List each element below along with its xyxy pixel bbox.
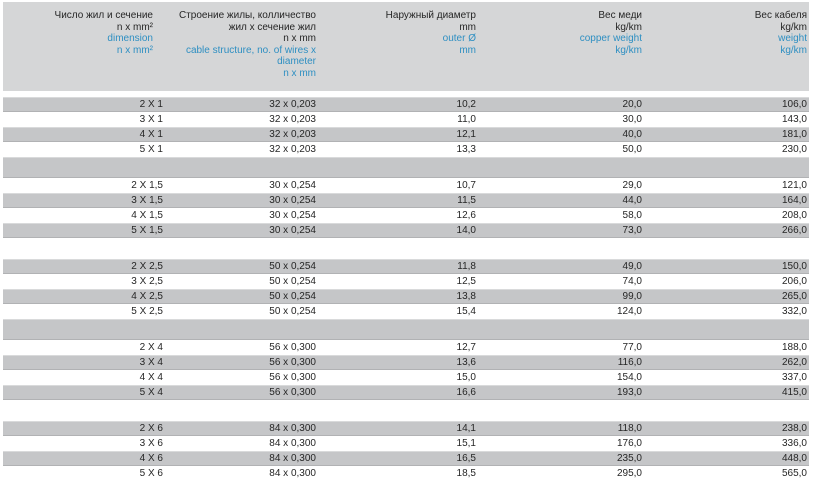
table-cell: 56 x 0,300 — [269, 357, 316, 368]
table-cell: 32 x 0,203 — [269, 99, 316, 110]
table-row — [3, 223, 809, 238]
table-header — [3, 2, 809, 91]
table-cell: 4 X 2,5 — [131, 291, 163, 302]
table-cell: 3 X 6 — [139, 438, 163, 449]
table-row — [3, 451, 809, 466]
table-cell: 32 x 0,203 — [269, 144, 316, 155]
group-separator — [3, 400, 809, 421]
table-cell: 50 x 0,254 — [269, 276, 316, 287]
table-cell: 565,0 — [781, 468, 807, 479]
table-cell: 56 x 0,300 — [269, 342, 316, 353]
table-cell: 84 x 0,300 — [269, 423, 316, 434]
table-cell: 30,0 — [622, 114, 642, 125]
table-cell: 32 x 0,203 — [269, 129, 316, 140]
table-cell: 77,0 — [622, 342, 642, 353]
header-line-ru: kg/km — [780, 21, 807, 33]
table-cell: 56 x 0,300 — [269, 372, 316, 383]
table-cell: 16,5 — [456, 453, 476, 464]
table-cell: 10,7 — [456, 180, 476, 191]
header-line-en: mm — [459, 44, 476, 56]
table-cell: 15,1 — [456, 438, 476, 449]
table-cell: 11,5 — [457, 195, 476, 206]
table-cell: 13,6 — [456, 357, 476, 368]
table-cell: 58,0 — [622, 210, 642, 221]
table-cell: 2 X 2,5 — [131, 261, 163, 272]
table-cell: 18,5 — [456, 468, 476, 479]
table-cell: 56 x 0,300 — [269, 387, 316, 398]
table-cell: 2 X 6 — [139, 423, 163, 434]
table-cell: 2 X 1 — [139, 99, 163, 110]
table-cell: 332,0 — [781, 306, 807, 317]
table-cell: 266,0 — [781, 225, 807, 236]
table-cell: 188,0 — [781, 342, 807, 353]
table-cell: 106,0 — [781, 99, 807, 110]
table-cell: 118,0 — [617, 423, 642, 434]
header-line-en: cable structure, no. of wires x — [185, 44, 316, 56]
table-cell: 16,6 — [456, 387, 476, 398]
header-cell — [644, 10, 809, 91]
table-row — [3, 466, 809, 481]
table-body — [3, 97, 809, 481]
group-separator — [3, 319, 809, 340]
table-cell: 208,0 — [781, 210, 807, 221]
table-cell: 74,0 — [622, 276, 642, 287]
table-cell: 73,0 — [622, 225, 642, 236]
table-cell: 206,0 — [781, 276, 807, 287]
table-row — [3, 127, 809, 142]
table-cell: 337,0 — [781, 372, 807, 383]
table-cell: 3 X 2,5 — [131, 276, 163, 287]
table-cell: 84 x 0,300 — [269, 453, 316, 464]
header-line-ru: жил x сечение жил — [228, 21, 316, 33]
header-line-en: copper weight — [579, 33, 642, 44]
table-row — [3, 259, 809, 274]
table-cell: 50 x 0,254 — [269, 261, 316, 272]
spec-table — [3, 2, 809, 481]
table-cell: 295,0 — [616, 468, 642, 479]
header-line-ru: n x mm — [283, 33, 316, 44]
table-cell: 11,8 — [457, 261, 476, 272]
header-line-ru: Число жил и сечение — [54, 10, 153, 21]
table-row — [3, 289, 809, 304]
table-cell: 143,0 — [781, 114, 807, 125]
table-cell: 30 x 0,254 — [269, 180, 316, 191]
table-cell: 4 X 1 — [139, 129, 163, 140]
table-cell: 30 x 0,254 — [269, 225, 316, 236]
table-row — [3, 340, 809, 355]
header-line-ru: n x mm² — [116, 21, 153, 33]
header-line-ru: mm — [459, 21, 476, 33]
table-cell: 116,0 — [617, 357, 642, 368]
table-cell: 235,0 — [616, 453, 642, 464]
header-line-ru: Вес кабеля — [754, 10, 807, 21]
table-cell: 176,0 — [616, 438, 642, 449]
table-cell: 50 x 0,254 — [269, 291, 316, 302]
table-cell: 154,0 — [616, 372, 642, 383]
table-cell: 4 X 4 — [139, 372, 163, 383]
table-cell: 99,0 — [622, 291, 642, 302]
table-cell: 49,0 — [622, 261, 642, 272]
table-cell: 12,5 — [456, 276, 476, 287]
table-cell: 415,0 — [781, 387, 807, 398]
table-row — [3, 355, 809, 370]
table-row — [3, 142, 809, 157]
table-cell: 3 X 1,5 — [131, 195, 163, 206]
table-cell: 15,0 — [456, 372, 476, 383]
group-separator — [3, 157, 809, 178]
header-line-ru: Вес меди — [598, 10, 642, 21]
table-row — [3, 97, 809, 112]
table-cell: 3 X 1 — [139, 114, 163, 125]
table-cell: 30 x 0,254 — [269, 195, 316, 206]
table-row — [3, 385, 809, 400]
table-row — [3, 178, 809, 193]
table-cell: 193,0 — [616, 387, 642, 398]
header-line-en: weight — [778, 33, 807, 44]
table-cell: 30 x 0,254 — [269, 210, 316, 221]
header-line-en: dimension — [107, 33, 153, 44]
table-cell: 5 X 1 — [139, 144, 163, 155]
table-row — [3, 370, 809, 385]
table-cell: 20,0 — [622, 99, 642, 110]
table-cell: 50 x 0,254 — [269, 306, 316, 317]
table-cell: 336,0 — [781, 438, 807, 449]
table-cell: 84 x 0,300 — [269, 468, 316, 479]
header-line-ru: kg/km — [615, 21, 642, 33]
header-line-en: kg/km — [615, 44, 642, 56]
table-cell: 14,1 — [456, 423, 476, 434]
table-cell: 13,8 — [456, 291, 476, 302]
table-cell: 12,1 — [456, 129, 476, 140]
table-cell: 12,6 — [456, 210, 476, 221]
table-cell: 230,0 — [781, 144, 807, 155]
group-separator — [3, 238, 809, 259]
table-row — [3, 304, 809, 319]
table-cell: 10,2 — [456, 99, 476, 110]
header-line-ru: Наружный диаметр — [385, 10, 476, 21]
table-cell: 5 X 6 — [139, 468, 163, 479]
header-cell — [3, 10, 165, 91]
table-cell: 448,0 — [781, 453, 807, 464]
table-row — [3, 421, 809, 436]
table-cell: 5 X 1,5 — [131, 225, 163, 236]
table-cell: 164,0 — [781, 195, 807, 206]
table-cell: 5 X 4 — [139, 387, 163, 398]
table-cell: 181,0 — [781, 129, 807, 140]
header-cell — [165, 10, 318, 91]
table-cell: 50,0 — [622, 144, 642, 155]
table-cell: 2 X 1,5 — [131, 180, 163, 191]
table-cell: 262,0 — [781, 357, 807, 368]
header-line-ru: Строение жилы, колличество — [179, 10, 316, 21]
header-cell — [318, 10, 478, 91]
table-cell: 32 x 0,203 — [269, 114, 316, 125]
table-cell: 124,0 — [616, 306, 642, 317]
table-cell: 44,0 — [622, 195, 642, 206]
table-cell: 3 X 4 — [139, 357, 163, 368]
table-row — [3, 436, 809, 451]
table-cell: 4 X 6 — [139, 453, 163, 464]
table-cell: 121,0 — [781, 180, 807, 191]
table-cell: 29,0 — [622, 180, 642, 191]
table-row — [3, 112, 809, 127]
header-line-en: n x mm — [283, 67, 316, 79]
table-cell: 40,0 — [622, 129, 642, 140]
table-row — [3, 193, 809, 208]
header-cell — [478, 10, 644, 91]
table-cell: 2 X 4 — [139, 342, 163, 353]
table-cell: 13,3 — [456, 144, 476, 155]
table-cell: 15,4 — [456, 306, 476, 317]
table-cell: 238,0 — [781, 423, 807, 434]
table-cell: 265,0 — [781, 291, 807, 302]
header-line-en: outer Ø — [442, 33, 476, 44]
header-line-en: kg/km — [780, 44, 807, 56]
header-line-en: n x mm² — [116, 44, 153, 56]
table-cell: 150,0 — [781, 261, 807, 272]
table-cell: 5 X 2,5 — [131, 306, 163, 317]
header-line-en: diameter — [277, 56, 316, 67]
table-row — [3, 274, 809, 289]
table-cell: 14,0 — [456, 225, 476, 236]
table-cell: 4 X 1,5 — [131, 210, 163, 221]
table-cell: 11,0 — [457, 114, 476, 125]
table-row — [3, 208, 809, 223]
table-cell: 12,7 — [456, 342, 476, 353]
table-cell: 84 x 0,300 — [269, 438, 316, 449]
